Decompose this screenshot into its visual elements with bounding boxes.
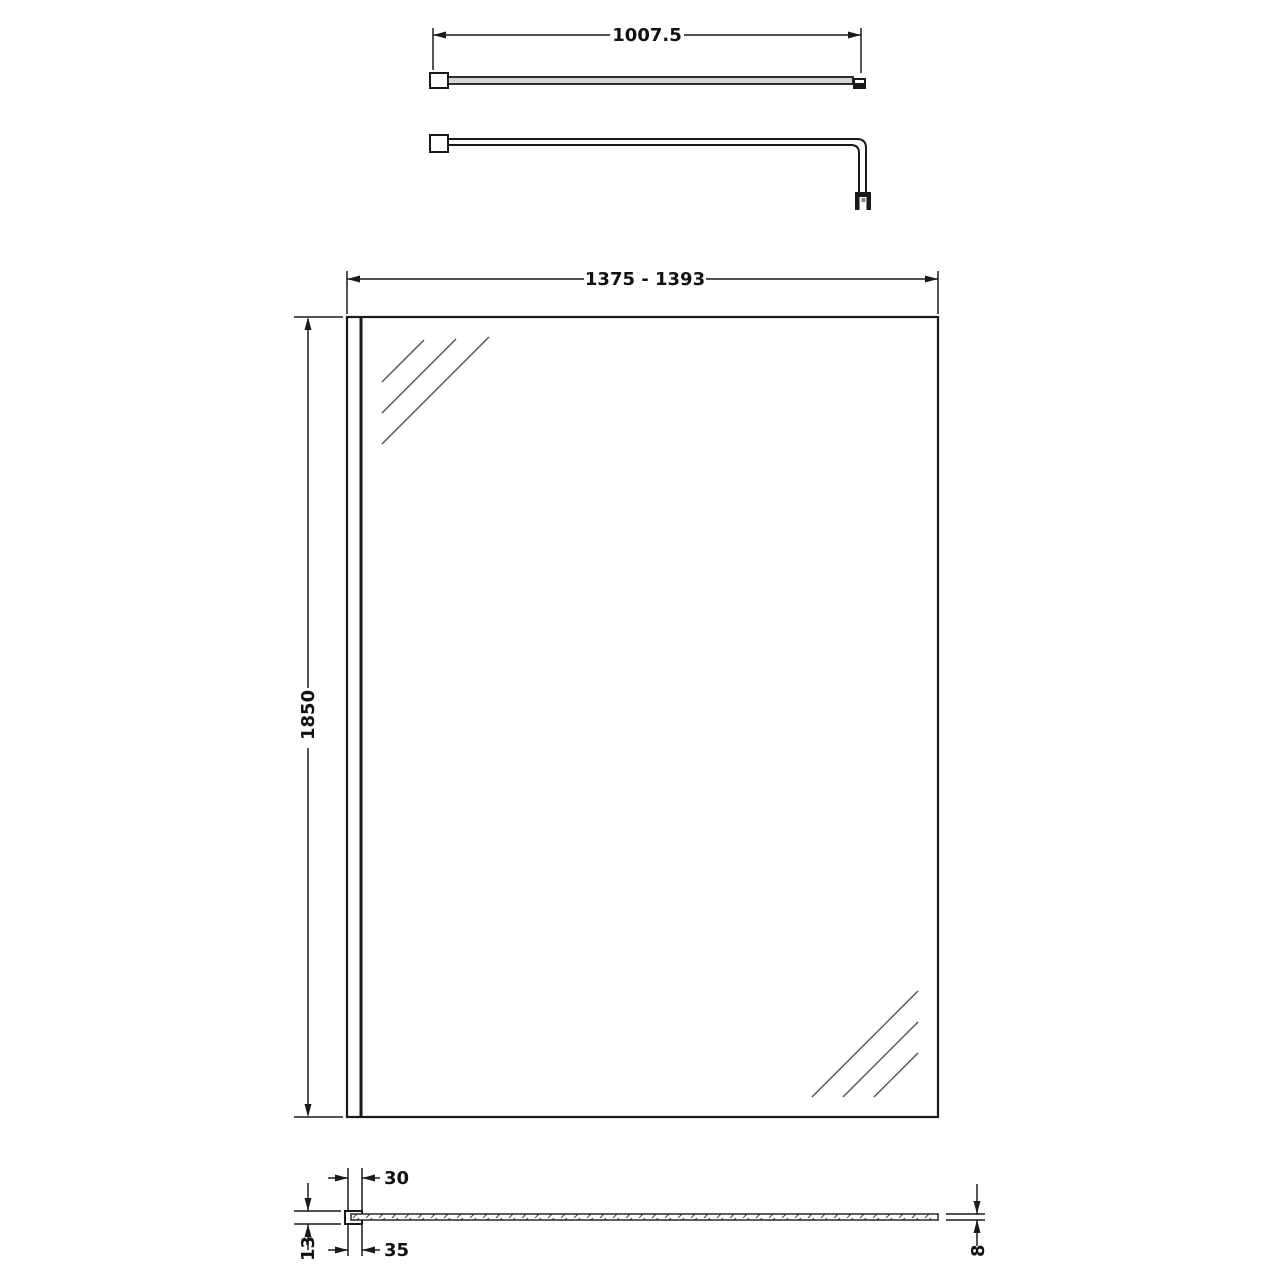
- arm-glass-clamp-slot: [855, 80, 864, 83]
- clamp-screw: [862, 198, 866, 202]
- glass-panel-front-view: [347, 317, 938, 1117]
- dim-label-arm-length: 1007.5: [612, 25, 682, 46]
- glass-plan-bar: [351, 1214, 938, 1220]
- glass-panel: [347, 317, 938, 1117]
- clamp-left-jaw: [855, 196, 860, 210]
- arm-glass-clamp: [853, 78, 866, 89]
- dim-label-panel-width: 1375 - 1393: [584, 269, 706, 290]
- arm-wall-bracket: [430, 73, 448, 88]
- arm-wall-bracket: [430, 135, 448, 152]
- arm-bar: [448, 77, 853, 84]
- dim-label-glass-thickness: 8: [968, 1244, 989, 1257]
- dim-label-profile-width-bottom: 35: [384, 1240, 410, 1261]
- dim-label-profile-width-top: 30: [384, 1168, 410, 1189]
- clamp-right-jaw: [867, 196, 872, 210]
- dim-label-panel-height: 1850: [298, 689, 319, 740]
- dim-label-profile-depth: 13: [298, 1235, 319, 1261]
